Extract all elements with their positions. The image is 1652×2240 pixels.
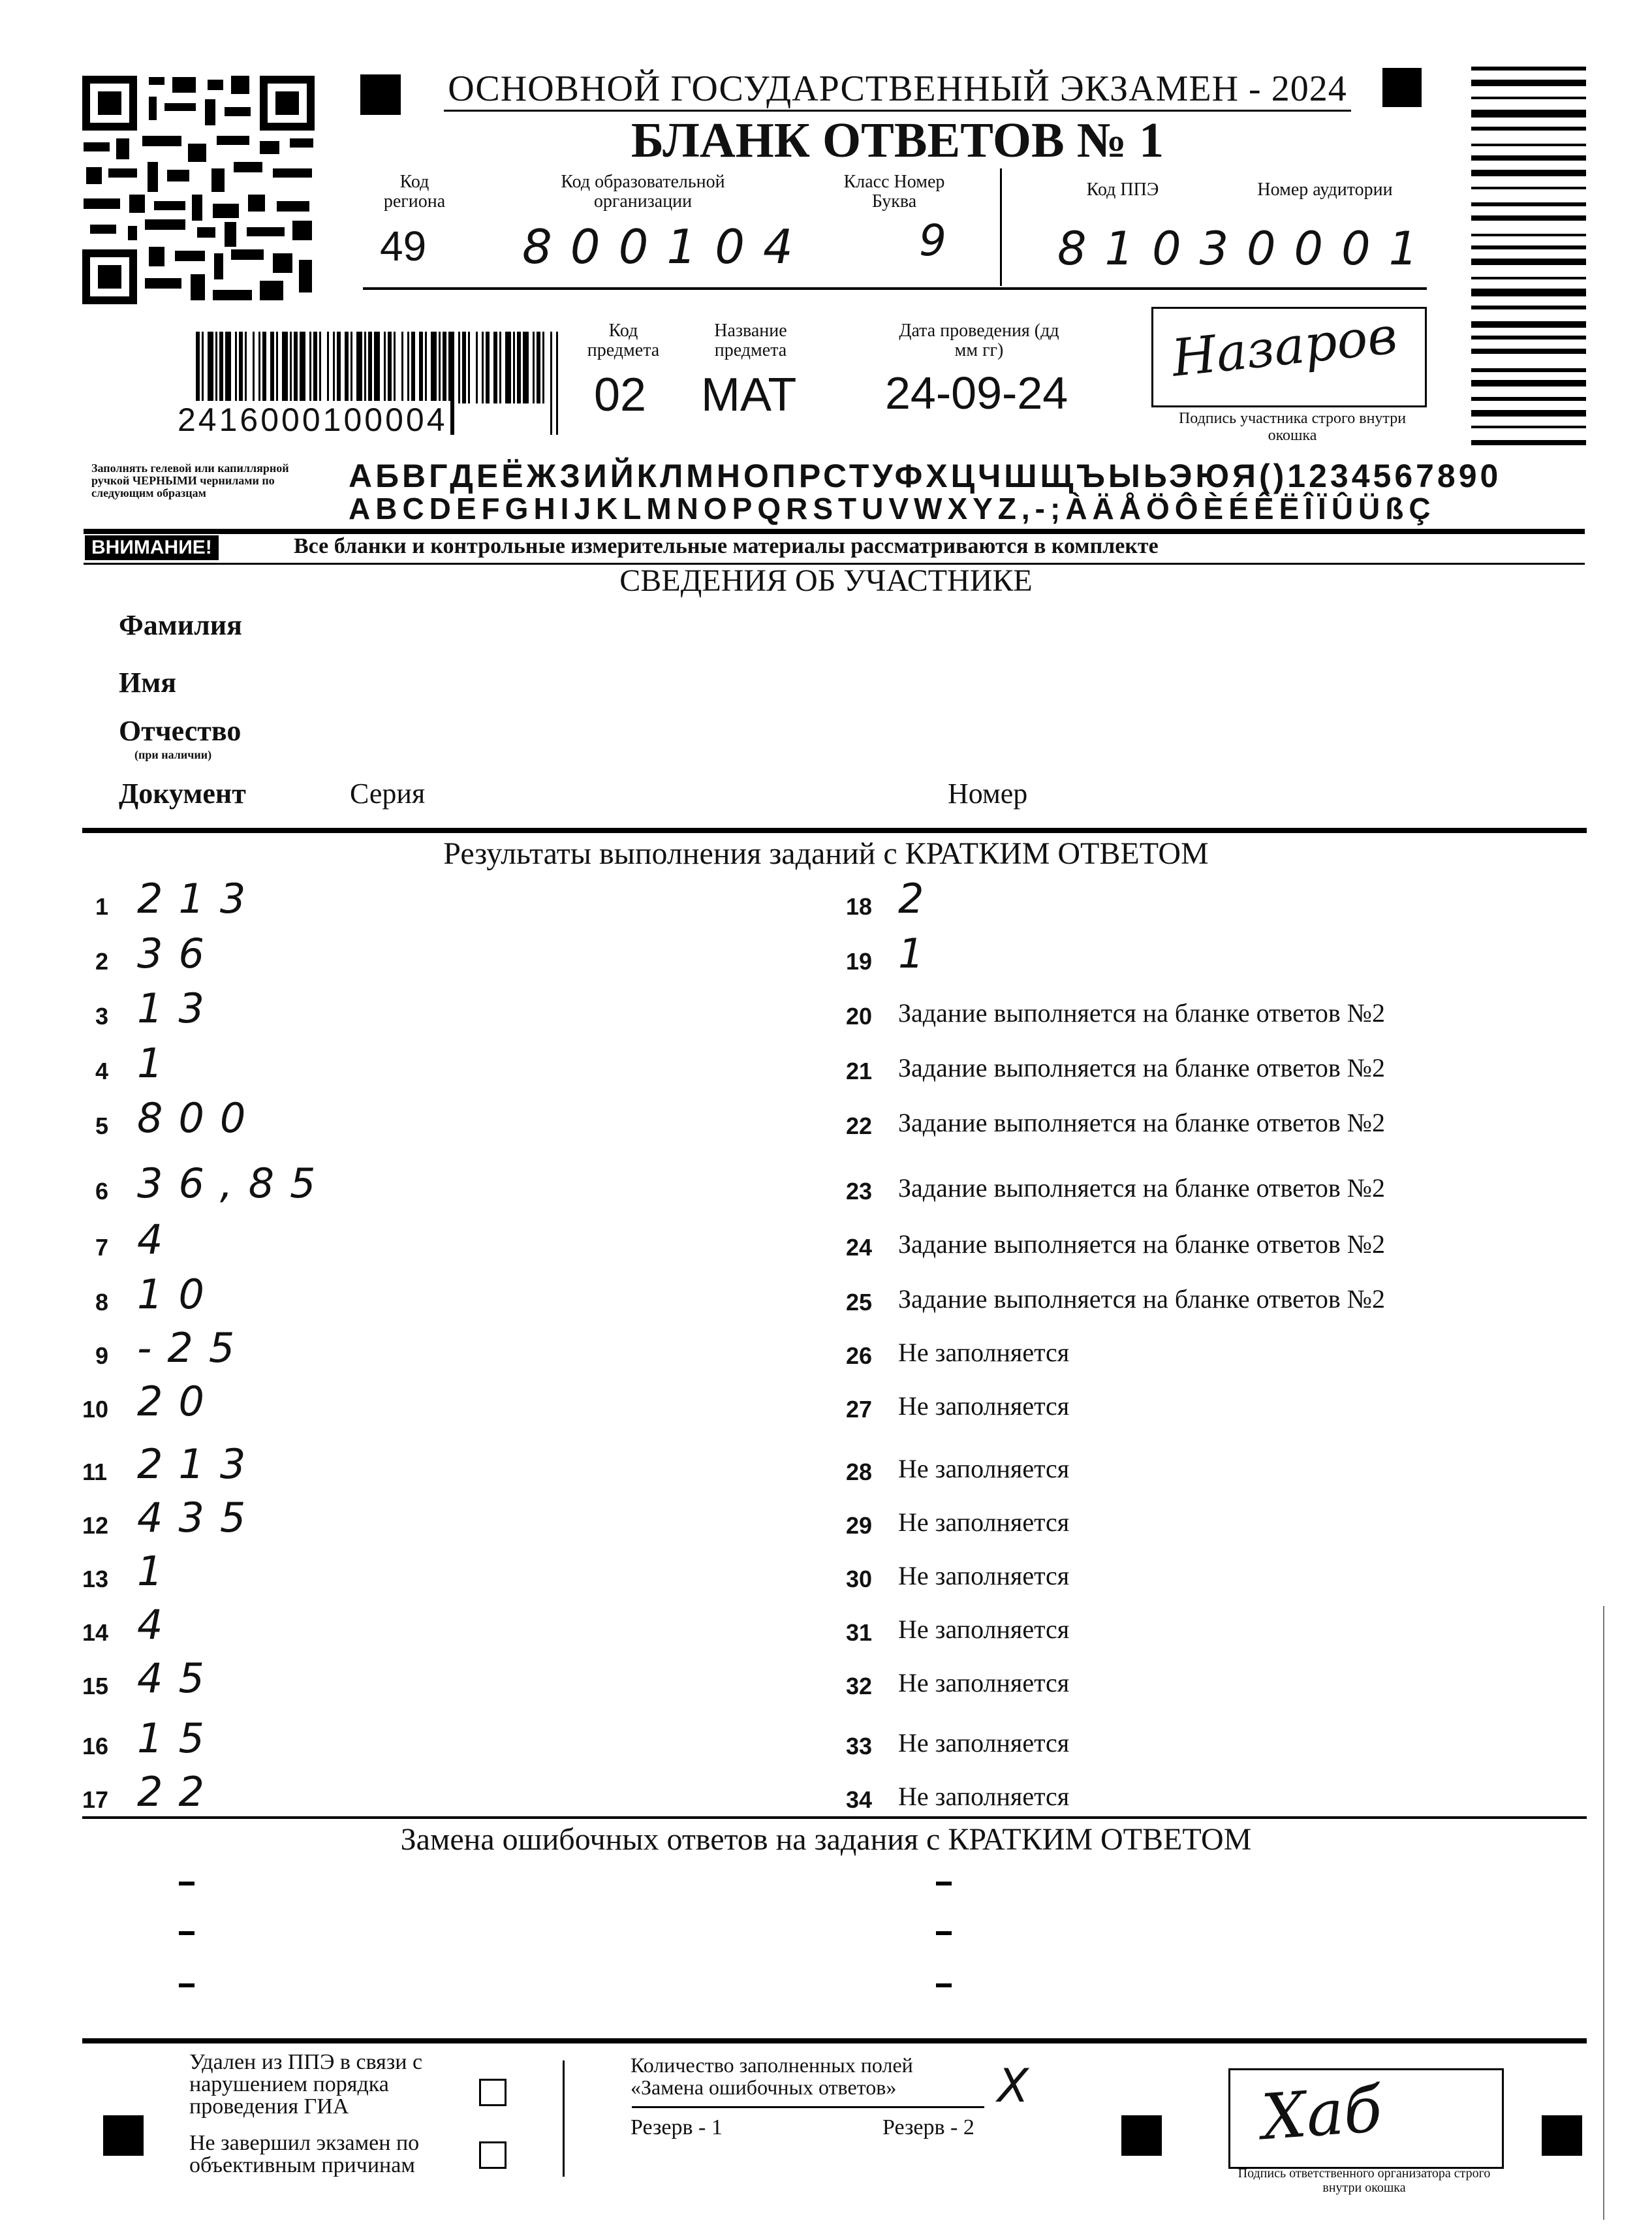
task-note: Не заполняется — [898, 1391, 1070, 1421]
answer-field[interactable]: -25 — [137, 1324, 251, 1372]
replacement-field[interactable] — [936, 1882, 952, 1885]
removed-checkbox[interactable] — [479, 2079, 507, 2106]
answer-field[interactable]: 1 — [898, 930, 940, 977]
alignment-marker — [103, 2115, 144, 2156]
alignment-marker — [1542, 2115, 1582, 2156]
replacement-field[interactable] — [936, 1983, 952, 1987]
not-finished-checkbox[interactable] — [479, 2141, 507, 2169]
question-number: 7 — [95, 1234, 109, 1261]
task-note: Задание выполняется на бланке ответов №2 — [898, 1229, 1385, 1259]
task-note: Задание выполняется на бланке ответов №2 — [898, 1284, 1385, 1314]
question-number: 20 — [846, 1003, 873, 1030]
task-note: Не заполняется — [898, 1668, 1070, 1697]
question-number: 22 — [846, 1112, 873, 1139]
question-number: 30 — [846, 1566, 873, 1592]
alignment-marker — [1382, 68, 1422, 107]
answer-field[interactable]: 213 — [137, 1440, 262, 1488]
question-number: 34 — [846, 1786, 873, 1813]
question-number: 21 — [846, 1058, 873, 1084]
answer-field[interactable]: 800 — [137, 1094, 262, 1142]
question-number: 12 — [82, 1512, 109, 1539]
question-number: 24 — [846, 1234, 873, 1261]
exam-title: ОСНОВНОЙ ГОСУДАРСТВЕННЫЙ ЭКЗАМЕН - 2024 — [448, 69, 1347, 109]
task-note: Задание выполняется на бланке ответов №2 — [898, 1108, 1385, 1137]
question-number: 9 — [95, 1342, 109, 1369]
answer-field[interactable]: 22 — [137, 1768, 220, 1816]
question-number: 1 — [95, 893, 109, 920]
name-label: Имя — [119, 667, 176, 699]
subject-code-label: Код предмета — [587, 321, 660, 360]
answer-field[interactable]: 4 — [137, 1601, 179, 1648]
question-number: 23 — [846, 1178, 873, 1205]
task-note: Задание выполняется на бланке ответов №2 — [898, 998, 1385, 1028]
room-label: Номер аудитории — [1257, 180, 1393, 200]
org-label: Код образовательной организации — [561, 172, 725, 212]
task-note: Задание выполняется на бланке ответов №2 — [898, 1053, 1385, 1082]
count-value[interactable]: X — [997, 2059, 1029, 2113]
vertical-barcode — [1471, 67, 1586, 445]
region-label: Код региона — [383, 172, 446, 212]
answer-field[interactable]: 13 — [137, 985, 220, 1032]
replacement-field[interactable] — [179, 1931, 195, 1935]
task-note: Не заполняется — [898, 1507, 1070, 1537]
question-number: 6 — [95, 1178, 109, 1205]
question-number: 14 — [82, 1619, 109, 1646]
org-signature-box[interactable] — [1228, 2068, 1504, 2169]
class-value: 9 — [919, 215, 965, 266]
answer-field[interactable]: 2 — [898, 875, 940, 923]
sample-line-1: АБВГДЕЁЖЗИЙКЛМНОПРСТУФХЦЧШЩЪЫЬЭЮЯ()1234567890 — [349, 458, 1502, 494]
org-signature: Хаб — [1259, 2072, 1384, 2154]
question-number: 3 — [95, 1003, 109, 1030]
attention-badge: ВНИМАНИЕ! — [85, 535, 219, 560]
reserve-2-label: Резерв - 2 — [882, 2115, 974, 2139]
question-number: 33 — [846, 1733, 873, 1759]
removed-label: Удален из ППЭ в связи с нарушением порядка проведения ГИА — [189, 2050, 423, 2119]
answer-field[interactable]: 1 — [137, 1547, 179, 1595]
answer-field[interactable]: 213 — [137, 875, 262, 923]
org-value: 800104 — [522, 219, 811, 274]
patronymic-note: (при наличии) — [134, 748, 212, 761]
question-number: 10 — [82, 1396, 109, 1423]
task-note: Не заполняется — [898, 1615, 1070, 1644]
task-note: Не заполняется — [898, 1782, 1070, 1811]
question-number: 31 — [846, 1619, 873, 1646]
answer-field[interactable]: 4 — [137, 1216, 179, 1263]
question-number: 17 — [82, 1786, 109, 1813]
fill-note: Заполнять гелевой или капиллярной ручкой ЧЕРНЫМИ чернилами по следующим образцам — [91, 462, 289, 499]
ppe-label: Код ППЭ — [1086, 180, 1159, 200]
question-number: 19 — [846, 948, 873, 975]
series-label: Серия — [350, 778, 426, 810]
barcode-number: 2416000100004 — [175, 401, 450, 439]
question-number: 11 — [82, 1459, 108, 1485]
question-number: 32 — [846, 1673, 873, 1699]
replacement-field[interactable] — [936, 1931, 952, 1935]
surname-label: Фамилия — [119, 609, 242, 641]
qr-code — [77, 71, 320, 309]
not-finished-label: Не завершил экзамен по объективным причинам — [189, 2131, 420, 2177]
question-number: 15 — [82, 1673, 109, 1699]
reserve-1-label: Резерв - 1 — [631, 2115, 723, 2139]
question-number: 2 — [95, 948, 109, 975]
question-number: 13 — [82, 1566, 109, 1592]
task-note: Задание выполняется на бланке ответов №2 — [898, 1173, 1385, 1203]
question-number: 25 — [846, 1289, 873, 1316]
class-label: Класс Номер Буква — [843, 172, 945, 212]
answer-field[interactable]: 10 — [137, 1270, 220, 1318]
answer-field[interactable]: 36 — [137, 930, 220, 977]
subject-name-label: Название предмета — [714, 321, 787, 360]
task-note: Не заполняется — [898, 1561, 1070, 1590]
replacement-field[interactable] — [179, 1882, 195, 1885]
participant-signature: Назаров — [1169, 306, 1400, 388]
subject-code-value: 02 — [594, 369, 647, 421]
answer-field[interactable]: 1 — [137, 1039, 179, 1087]
answer-field[interactable]: 20 — [137, 1378, 220, 1425]
attention-text: Все бланки и контрольные измерительные материалы рассматриваются в комплекте — [294, 534, 1159, 558]
date-value: 24-09-24 — [885, 368, 1068, 418]
answer-field[interactable]: 435 — [137, 1494, 262, 1541]
task-note: Не заполняется — [898, 1454, 1070, 1483]
participant-signature-box[interactable] — [1151, 307, 1427, 407]
alignment-marker — [360, 74, 401, 115]
sample-line-2: ABCDEFGHIJKLMNOPQRSTUVWXYZ,-;ÀÄÅÖÔÈÉÊËÎÏÛÜßÇ — [349, 492, 1436, 526]
answer-field[interactable]: 15 — [137, 1714, 220, 1762]
answer-field[interactable]: 45 — [137, 1654, 220, 1702]
count-label: Количество заполненных полей «Замена ошибочных ответов» — [631, 2053, 913, 2099]
question-number: 8 — [95, 1289, 109, 1316]
question-number: 16 — [82, 1733, 109, 1759]
question-number: 27 — [846, 1396, 873, 1423]
ppe-value: 8103 — [1057, 222, 1247, 276]
org-signature-caption: Подпись ответственного организатора строго внутри окошка — [1238, 2166, 1491, 2195]
room-value: 0001 — [1247, 222, 1437, 276]
form-title: БЛАНК ОТВЕТОВ № 1 — [631, 113, 1164, 168]
patronymic-label: Отчество — [119, 715, 242, 747]
date-label: Дата проведения (дд мм гг) — [899, 321, 1059, 360]
region-value: 49 — [380, 223, 427, 270]
question-number: 5 — [95, 1112, 109, 1139]
alignment-marker — [1121, 2115, 1162, 2156]
question-number: 26 — [846, 1342, 873, 1369]
task-note: Не заполняется — [898, 1728, 1070, 1758]
signature-caption: Подпись участника строго внутри окошка — [1178, 410, 1407, 444]
number-label: Номер — [948, 778, 1028, 810]
question-number: 28 — [846, 1459, 873, 1485]
question-number: 4 — [95, 1058, 109, 1084]
participant-section-title: СВЕДЕНИЯ ОБ УЧАСТНИКЕ — [619, 563, 1033, 598]
results-section-title: Результаты выполнения заданий с КРАТКИМ ОТВЕТОМ — [443, 836, 1209, 871]
document-label: Документ — [119, 778, 246, 810]
task-note: Не заполняется — [898, 1338, 1070, 1367]
question-number: 29 — [846, 1512, 873, 1539]
replacement-field[interactable] — [179, 1983, 195, 1987]
replacement-section-title: Замена ошибочных ответов на задания с КРАТКИМ ОТВЕТОМ — [400, 1822, 1252, 1857]
question-number: 18 — [846, 893, 873, 920]
subject-name-value: МАТ — [701, 369, 797, 421]
answer-field[interactable]: 36,85 — [137, 1159, 332, 1207]
